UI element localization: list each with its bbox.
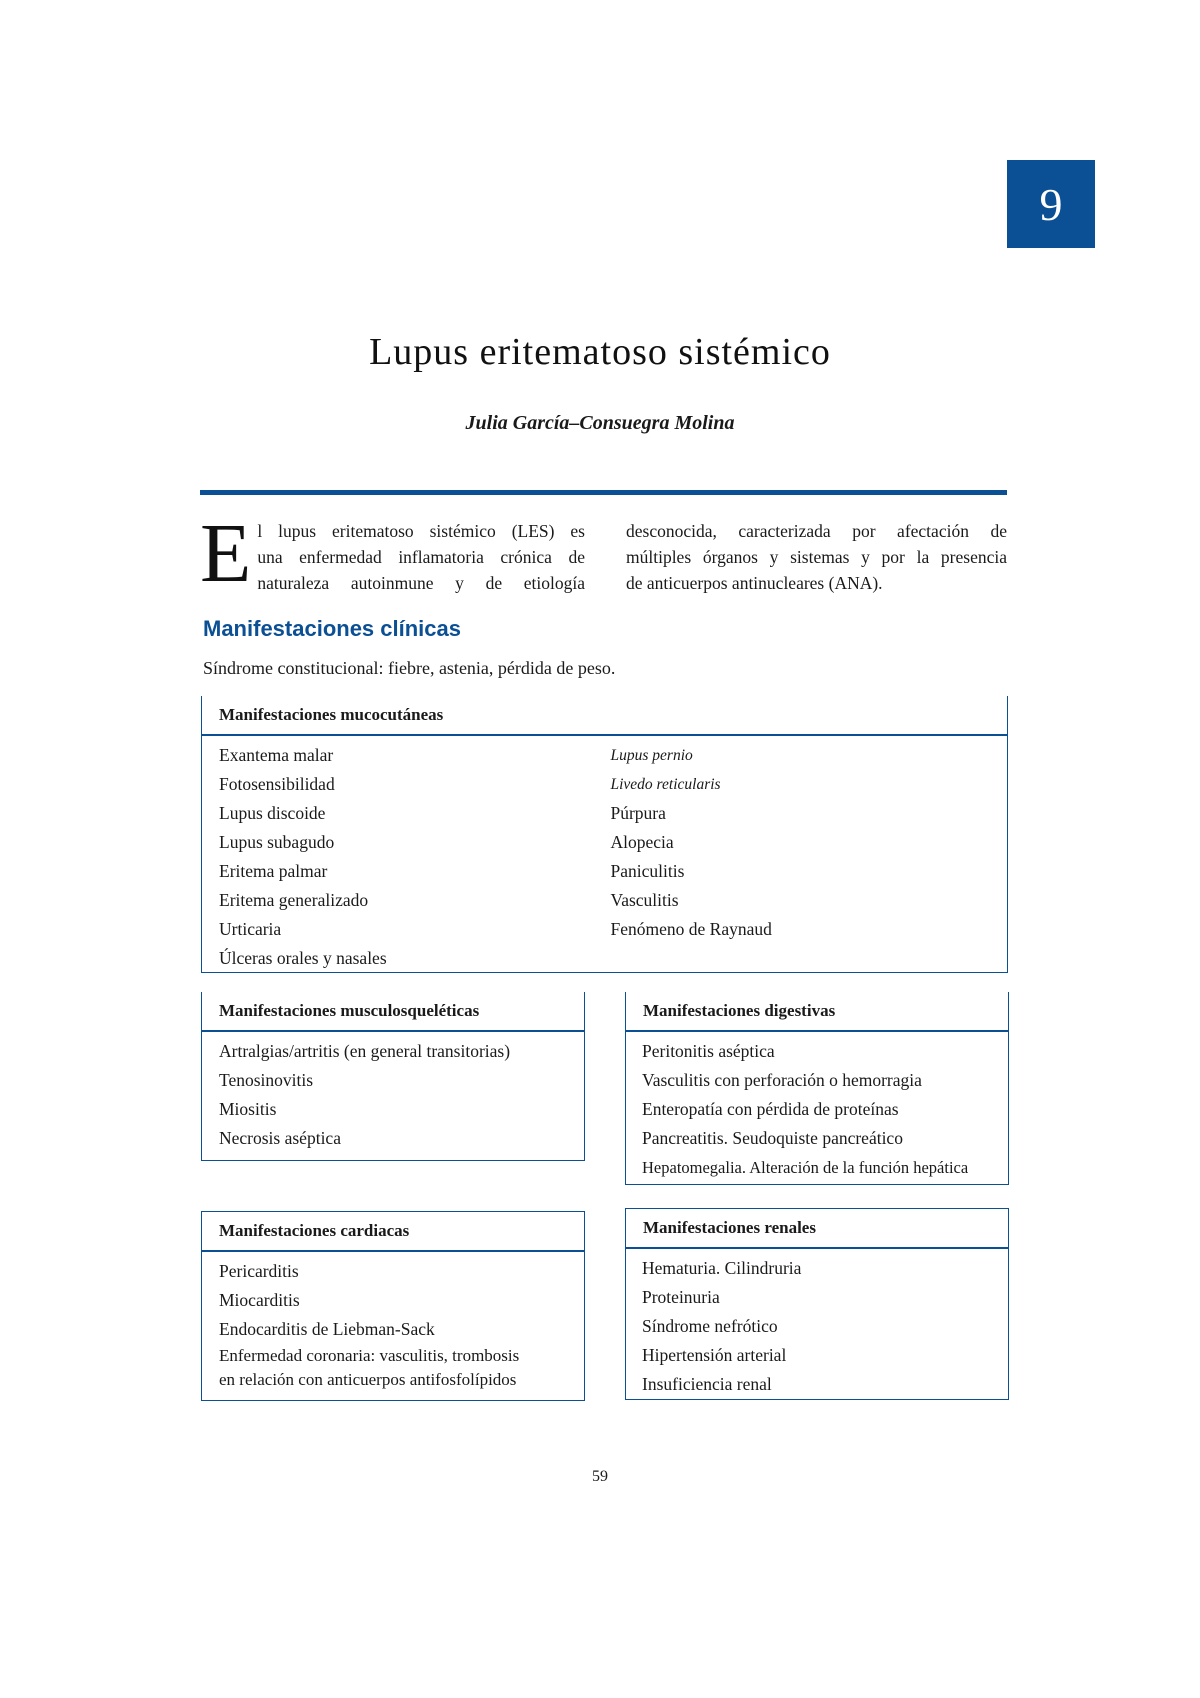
renal-box: [625, 1208, 1009, 1400]
list-item: Vasculitis con perforación o hemorragia: [642, 1070, 922, 1090]
list-item: Enteropatía con pérdida de proteínas: [642, 1099, 899, 1119]
list-item: Alopecia: [610, 832, 674, 852]
intro-line: una enfermedad inflamatoria crónica de: [257, 547, 585, 567]
musculoskeletal-box: [201, 992, 585, 1161]
list-item: Pancreatitis. Seudoquiste pancreático: [642, 1128, 903, 1148]
list-item: Vasculitis: [610, 890, 679, 910]
left-list: [219, 741, 599, 973]
intro-line: l lupus eritematoso sistémico (LES) es: [257, 521, 585, 541]
intro-line: de anticuerpos antinucleares (ANA).: [626, 573, 883, 593]
list-item: Púrpura: [610, 803, 666, 823]
list-item: Eritema generalizado: [219, 890, 369, 910]
list-item: Fenómeno de Raynaud: [610, 919, 772, 939]
box-body: [202, 1252, 584, 1392]
list-item: Exantema malar: [219, 745, 334, 765]
section-heading: Manifestaciones clínicas: [203, 616, 461, 641]
list-item: Síndrome nefrótico: [642, 1316, 778, 1336]
list-item: Tenosinovitis: [219, 1070, 314, 1090]
list-item: Endocarditis de Liebman-Sack: [219, 1319, 435, 1339]
page-title: Lupus eritematoso sistémico: [369, 331, 831, 373]
list-item: Enfermedad coronaria: vasculitis, trombosis: [219, 1346, 520, 1365]
list-item: Úlceras orales y nasales: [219, 948, 387, 968]
right-list: [599, 741, 991, 973]
list-item: en relación con anticuerpos antifosfolípidos: [219, 1370, 517, 1389]
list-item: Artralgias/artritis (en general transitorias): [219, 1041, 511, 1061]
intro-left-column: [200, 507, 585, 600]
list-item: Peritonitis aséptica: [642, 1041, 775, 1061]
list-item: Eritema palmar: [219, 861, 328, 881]
list-item: Hematuria. Cilindruria: [642, 1258, 802, 1278]
intro-line: múltiples órganos y sistemas y por la presencia: [626, 547, 1007, 567]
list-item: Pericarditis: [219, 1261, 299, 1281]
box-title: Manifestaciones cardiacas: [202, 1212, 584, 1252]
chapter-number-badge: 9: [1007, 160, 1095, 248]
list-item: Paniculitis: [610, 861, 685, 881]
intro-line: naturaleza autoinmune y de etiología: [257, 573, 585, 593]
list-item: Lupus discoide: [219, 803, 326, 823]
box-title: Manifestaciones musculosqueléticas: [202, 992, 584, 1032]
constitutional-text: Síndrome constitucional: fiebre, astenia, pérdida de peso.: [203, 658, 616, 678]
list-item: Hepatomegalia. Alteración de la función hepática: [642, 1158, 969, 1177]
box-title: Manifestaciones mucocutáneas: [202, 696, 1007, 736]
list-item: Necrosis aséptica: [219, 1128, 341, 1148]
list-item: Proteinuria: [642, 1287, 720, 1307]
mucocutaneous-box: [201, 696, 1008, 973]
intro-line: desconocida, caracterizada por afectación de: [626, 521, 1007, 541]
author-name: Julia García–Consuegra Molina: [465, 412, 735, 434]
list-item: Livedo reticularis: [610, 776, 721, 793]
list-item: Urticaria: [219, 919, 282, 939]
drop-cap: E: [200, 507, 252, 600]
page-number: 59: [592, 1468, 608, 1485]
box-body: [626, 1032, 1008, 1182]
digestive-box: [625, 992, 1009, 1185]
list-item: Hipertensión arterial: [642, 1345, 787, 1365]
header-divider: [200, 490, 1007, 495]
cardiac-box: [201, 1211, 585, 1401]
box-body: [202, 1032, 584, 1153]
list-item: Fotosensibilidad: [219, 774, 335, 794]
box-body: [202, 736, 1007, 973]
box-title: Manifestaciones digestivas: [626, 992, 1008, 1032]
intro-right-column: [626, 518, 1007, 596]
list-item: Miositis: [219, 1099, 277, 1119]
list-item: Lupus pernio: [610, 747, 693, 764]
box-body: [626, 1249, 1008, 1399]
list-item: Insuficiencia renal: [642, 1374, 772, 1394]
box-title: Manifestaciones renales: [626, 1209, 1008, 1249]
list-item: Miocarditis: [219, 1290, 300, 1310]
list-item: Lupus subagudo: [219, 832, 335, 852]
